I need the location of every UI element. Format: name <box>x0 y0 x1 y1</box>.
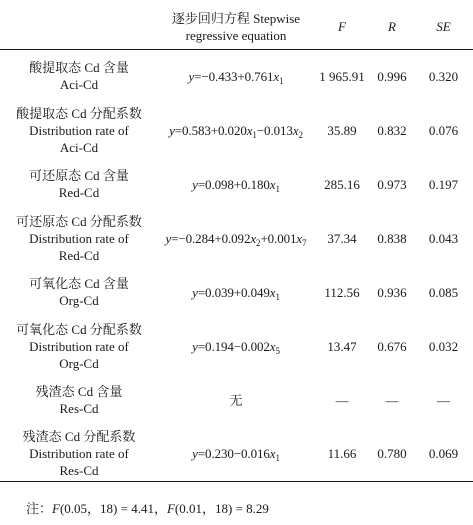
equation-sub1: 1 <box>279 75 284 86</box>
equation-var1: x <box>250 230 257 246</box>
row-r-value: 0.936 <box>377 284 407 300</box>
row-equation-cell <box>158 211 314 265</box>
row-equation-cell <box>158 265 314 319</box>
table-row <box>0 319 473 373</box>
row-se-value: 0.197 <box>428 176 459 192</box>
equation-main: =−0.284+0.092 <box>171 230 251 246</box>
equation-main: =−0.433+0.761 <box>194 68 274 84</box>
row-f-value: 11.66 <box>314 427 370 481</box>
table-row <box>0 157 473 211</box>
row-name-cell <box>0 319 158 373</box>
regression-equation <box>192 285 280 300</box>
equation-sub1: 1 <box>252 129 257 140</box>
row-name-line2: Distribution rate of <box>29 122 129 138</box>
row-name-line3: Red-Cd <box>58 247 100 263</box>
header-row <box>0 5 473 49</box>
equation-var1: x <box>269 176 276 192</box>
row-equation-cell <box>158 49 314 103</box>
row-name-cell <box>0 49 158 103</box>
row-name-line2: Org-Cd <box>59 293 99 308</box>
row-f-value: — <box>335 392 349 408</box>
row-f-value: 37.34 <box>327 230 357 246</box>
equation-main: 无 <box>229 392 243 408</box>
equation-main: =0.039+0.049 <box>197 284 270 300</box>
row-name-line2: Distribution rate of <box>29 338 129 354</box>
row-f-value: 35.89 <box>327 122 357 138</box>
equation-main: =0.098+0.180 <box>197 176 270 192</box>
equation-y: y <box>192 446 198 462</box>
table-row <box>0 49 473 103</box>
row-name-line1: 残渣态 Cd 含量 <box>35 384 123 399</box>
regression-equation <box>169 123 303 138</box>
equation-var1: x <box>269 338 276 354</box>
table-row <box>0 373 473 427</box>
row-name-line3: Aci-Cd <box>59 139 99 155</box>
row-se-value: 0.076 <box>428 122 459 138</box>
equation-var1: x <box>273 68 280 84</box>
note-t2: (0.01，18) = 8.29 <box>174 501 269 516</box>
equation-y: y <box>192 284 198 300</box>
row-equation-cell <box>158 319 314 373</box>
equation-var1: x <box>269 446 276 462</box>
row-name-cell <box>0 157 158 211</box>
equation-y: y <box>192 176 198 192</box>
row-equation-cell <box>158 157 314 211</box>
row-name-line2: Red-Cd <box>58 185 100 200</box>
row-se-value: — <box>437 392 450 408</box>
equation-y: y <box>169 122 175 138</box>
table-body <box>0 49 473 481</box>
equation-mid: −0.013 <box>256 122 293 138</box>
row-r-value: 0.780 <box>370 427 414 481</box>
table-row <box>0 427 473 481</box>
row-equation-cell <box>158 373 314 427</box>
row-f-value: 1 965.91 <box>319 68 365 84</box>
equation-var2: x <box>296 230 303 246</box>
equation-y: y <box>188 68 195 84</box>
equation-sub2: 2 <box>298 129 303 140</box>
row-se-value: 0.032 <box>428 338 459 354</box>
row-name-cell <box>0 373 158 427</box>
row-name-cell <box>0 427 158 481</box>
row-name-line2: Aci-Cd <box>59 77 99 93</box>
stepwise-regression-table <box>0 5 473 482</box>
row-name-line2: Res-Cd <box>59 401 99 416</box>
row-name-line1: 可还原态 Cd 含量 <box>29 168 129 183</box>
table-row <box>0 103 473 157</box>
row-r-value: — <box>385 392 399 408</box>
regression-equation <box>189 69 284 84</box>
equation-main: =0.230−0.016 <box>197 446 270 462</box>
header-f-cell: F <box>314 5 370 49</box>
row-name-line1: 可氧化态 Cd 分配系数 <box>16 321 142 337</box>
table-row <box>0 211 473 265</box>
row-se-value: 0.320 <box>428 68 459 84</box>
header-equation-line1: 逐步回归方程 Stepwise <box>171 10 301 26</box>
row-se-value: 0.085 <box>428 284 459 300</box>
table-header <box>0 5 473 49</box>
row-equation-cell <box>158 103 314 157</box>
header-name-cell <box>0 5 158 49</box>
equation-var2: x <box>292 122 299 138</box>
row-name-line1: 可氧化态 Cd 含量 <box>29 276 129 291</box>
equation-mid: +0.001 <box>260 230 297 246</box>
note-prefix: 注： <box>26 501 53 516</box>
row-r-value: 0.838 <box>377 230 407 246</box>
equation-sub2: 7 <box>302 237 307 248</box>
equation-y: y <box>165 230 172 246</box>
equation-main: =0.194−0.002 <box>197 338 270 354</box>
equation-sub1: 1 <box>275 183 280 194</box>
table-row <box>0 265 473 319</box>
regression-equation <box>230 393 243 408</box>
row-r-value: 0.996 <box>377 68 407 84</box>
row-name-line1: 酸提取态 Cd 含量 <box>29 60 129 76</box>
regression-equation <box>192 446 280 464</box>
row-r-value: 0.973 <box>377 176 407 192</box>
table-note <box>26 498 269 517</box>
equation-sub1: 2 <box>256 237 261 248</box>
row-f-value: 112.56 <box>324 284 360 300</box>
row-name-line2: Distribution rate of <box>29 230 129 246</box>
equation-var1: x <box>269 284 276 300</box>
header-se-cell: SE <box>414 5 473 49</box>
row-se-value: 0.069 <box>414 427 473 481</box>
row-f-value: 13.47 <box>327 338 357 354</box>
equation-sub1: 1 <box>275 291 280 302</box>
row-name-line3: Res-Cd <box>59 463 99 479</box>
equation-y: y <box>192 338 198 354</box>
row-name-cell <box>0 211 158 265</box>
row-name-cell <box>0 265 158 319</box>
header-equation-cell <box>158 5 314 49</box>
row-name-line1: 酸提取态 Cd 分配系数 <box>16 105 142 121</box>
row-r-value: 0.676 <box>377 338 407 354</box>
regression-equation <box>192 177 280 192</box>
header-equation-line2: regressive equation <box>185 27 287 43</box>
note-t1: (0.05，18) = 4.41， <box>59 501 167 516</box>
header-r-cell: R <box>370 5 414 49</box>
equation-var1: x <box>246 122 253 138</box>
row-equation-cell <box>158 427 314 481</box>
equation-sub1: 5 <box>275 345 280 356</box>
regression-equation <box>192 339 280 354</box>
row-f-value: 285.16 <box>324 176 360 192</box>
equation-sub1: 1 <box>275 453 280 464</box>
row-r-value: 0.832 <box>377 122 407 138</box>
row-name-line2: Distribution rate of <box>29 446 129 462</box>
row-name-line1: 残渣态 Cd 分配系数 <box>22 429 136 445</box>
row-name-cell <box>0 103 158 157</box>
note-f2: F <box>166 501 175 516</box>
regression-equation <box>165 231 306 246</box>
note-f1: F <box>52 501 60 516</box>
row-name-line3: Org-Cd <box>59 355 99 371</box>
equation-main: =0.583+0.020 <box>174 122 247 138</box>
row-se-value: 0.043 <box>428 230 459 246</box>
row-name-line1: 可还原态 Cd 分配系数 <box>16 213 142 229</box>
